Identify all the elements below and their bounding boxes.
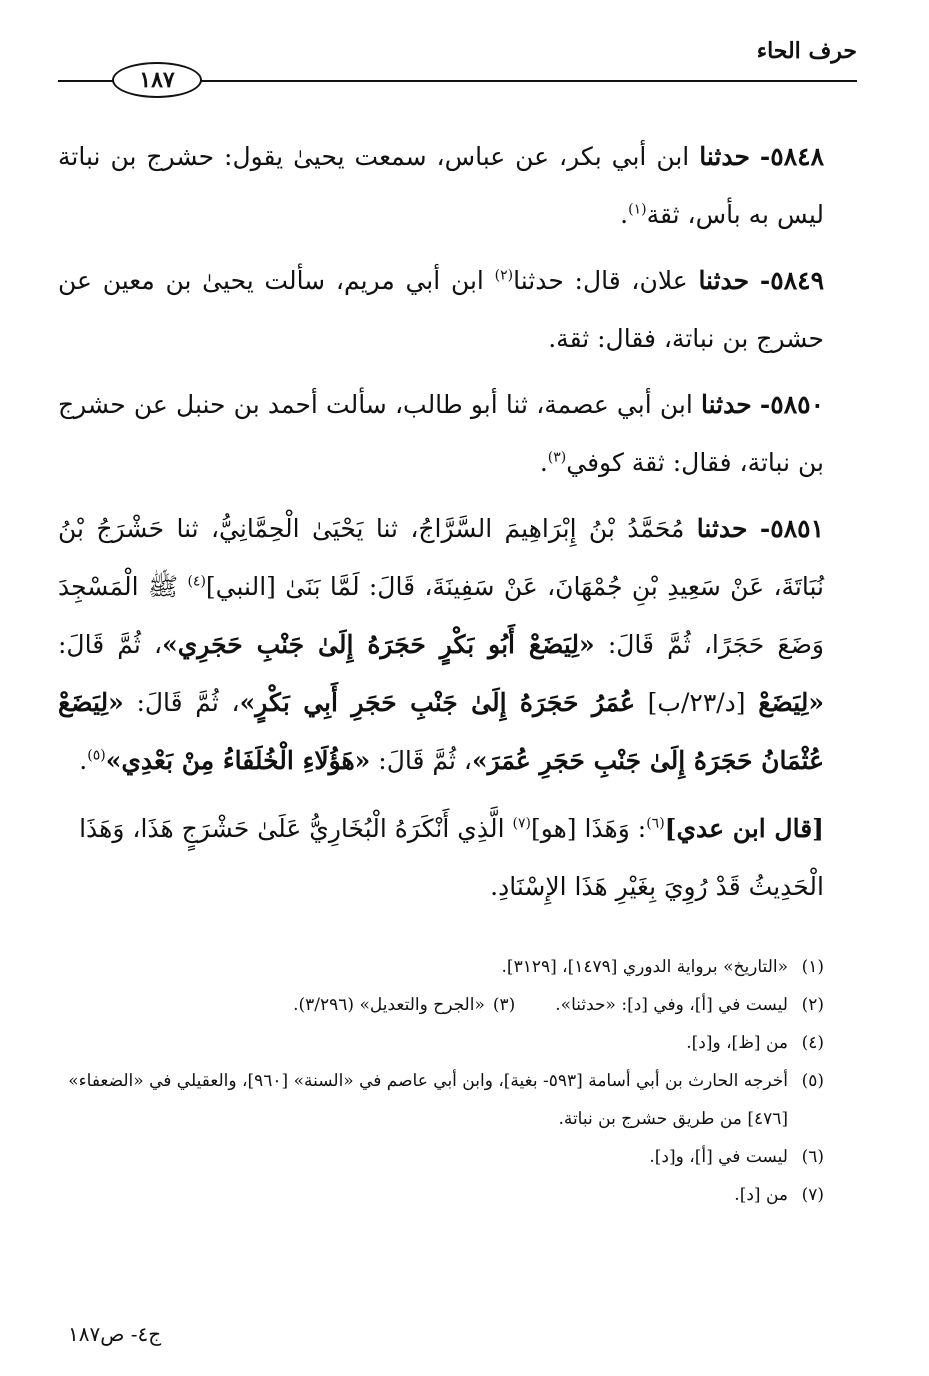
entry-5848 <box>58 128 824 244</box>
main-text <box>58 128 824 798</box>
footnote-text: «التاريخ» برواية الدوري [١٤٧٩]، [٣١٢٩]. <box>501 957 788 977</box>
footnote-text: من [د]. <box>734 1185 788 1205</box>
footnote-text: من [ظ]، و[د]. <box>686 1033 788 1053</box>
footnote-marker: (٥) <box>87 747 106 764</box>
footnote-marker: (١) <box>628 201 647 218</box>
entry-text: ﷺ الْمَسْجِدَ وَضَعَ حَجَرًا، ثُمَّ قَالَ: <box>58 572 824 659</box>
entry-text: ، ثُمَّ قَالَ: <box>58 630 163 659</box>
hadith-quote: «لِيَضَعْ أَبُو بَكْرٍ حَجَرَهُ إِلَىٰ جَنْبِ حَجَرِي» <box>162 630 595 659</box>
comment-label: [قال ابن عدي] <box>664 814 824 843</box>
entry-text: علان، قال: حدثنا <box>513 266 688 295</box>
narration-keyword: حدثنا <box>701 390 752 419</box>
footnote-text: أخرجه الحارث بن أبي أسامة [٥٩٣- بغية]، وابن أبي عاصم في «السنة» [٩٦٠]، والعقيلي في «الضعفاء» [٤٧٦] من طريق حشرج بن نباتة. <box>68 1071 788 1129</box>
page-number-badge: ١٨٧ <box>112 62 202 98</box>
footnote-item <box>58 1176 824 1214</box>
entry-number: ٥٨٤٨- <box>759 142 824 171</box>
entry-number: ٥٨٥٠- <box>759 390 825 419</box>
entry-5851 <box>58 500 824 790</box>
entry-text: ابن أبي بكر، عن عباس، سمعت يحيىٰ يقول: حشرج بن نباتة ليس به بأس، ثقة <box>58 142 824 229</box>
entry-tail: ابن أبي مريم، سألت يحيىٰ بن معين عن حشرج بن نباتة، فقال: ثقة. <box>58 266 824 353</box>
footnote-number: (٧) <box>801 1185 824 1205</box>
volume-page-ref: ج٤- ص١٨٧ <box>68 1322 162 1346</box>
entry-tail: . <box>620 200 629 229</box>
footnote-number: (٣) <box>492 995 516 1015</box>
footnote-marker: (٦) <box>646 815 665 832</box>
entry-text: ابن أبي عصمة، ثنا أبو طالب، سألت أحمد بن حنبل عن حشرج بن نباتة، فقال: ثقة كوفي <box>58 390 824 477</box>
entry-text: مُحَمَّدُ بْنُ إِبْرَاهِيمَ السَّرَّاجُ، ثنا يَحْيَىٰ الْحِمَّانِيُّ، ثنا حَشْرَجُ بْنُ نُبَاتَةَ، عَنْ سَعِيدِ بْنِ جُمْهَانَ، عَنْ سَفِينَةَ، قَالَ: لَمَّا بَنَىٰ [النبي] <box>58 514 824 601</box>
footnote-number: (١) <box>801 957 824 977</box>
footnote-item <box>58 1138 824 1176</box>
footnote-number: (٥) <box>801 1071 824 1091</box>
entry-number: ٥٨٤٩- <box>759 266 824 295</box>
entry-number: ٥٨٥١- <box>759 514 824 543</box>
footnote-item <box>58 1062 824 1138</box>
manuscript-ref: [د/٢٣/ب] <box>647 688 746 717</box>
footnote-item <box>58 986 824 1024</box>
footnote-text: «الجرح والتعديل» (٣/٢٩٦). <box>293 995 485 1015</box>
entry-5849 <box>58 252 824 368</box>
hadith-quote: «لِيَضَعْ عُثْمَانُ حَجَرَهُ إِلَىٰ جَنْبِ حَجَرِ عُمَرَ» <box>58 688 824 775</box>
footnote-item <box>58 948 824 986</box>
footnote-text: ليست في [أ]، و[د]. <box>649 1147 788 1167</box>
narration-keyword: حدثنا <box>699 142 750 171</box>
entry-text: ، ثُمَّ قَالَ: <box>136 688 240 717</box>
entry-tail: . <box>79 746 88 775</box>
footnotes <box>58 948 824 1214</box>
footnote-marker: (٢) <box>494 267 514 284</box>
hadith-quote: «لِيَضَعْ <box>758 688 825 717</box>
narration-keyword: حدثنا <box>698 266 750 295</box>
comment-text: الَّذِي أَنْكَرَهُ الْبُخَارِيُّ عَلَىٰ حَشْرَجٍ هَذَا، وَهَذَا الْحَدِيثُ قَدْ رُوِيَ بِغَيْرِ هَذَا الإِسْنَادِ. <box>79 814 824 901</box>
narration-keyword: حدثنا <box>696 514 748 543</box>
footnote-marker: (٤) <box>187 573 206 590</box>
entry-5850 <box>58 376 824 492</box>
footnote-item <box>58 1024 824 1062</box>
comment-text: : وَهَذَا [هو] <box>530 814 647 843</box>
footnote-marker: (٣) <box>547 449 567 466</box>
footnote-number: (٦) <box>801 1147 824 1167</box>
entry-tail: . <box>539 448 548 477</box>
footnote-number: (٤) <box>801 1033 824 1053</box>
footnote-text: ليست في [أ]، وفي [د]: «حدثنا». <box>555 995 788 1015</box>
entry-text: ، ثُمَّ قَالَ: <box>378 746 472 775</box>
hadith-quote: «هَؤُلَاءِ الْخُلَفَاءُ مِنْ بَعْدِي» <box>105 746 371 775</box>
hadith-quote: عُمَرُ حَجَرَهُ إِلَىٰ جَنْبِ حَجَرِ أَبِي بَكْرٍ» <box>239 688 635 717</box>
chapter-title: حرف الحاء <box>756 38 857 64</box>
footnote-number: (٢) <box>801 995 824 1015</box>
footnote-marker: (٧) <box>512 815 531 832</box>
ibn-adi-comment <box>58 800 824 916</box>
